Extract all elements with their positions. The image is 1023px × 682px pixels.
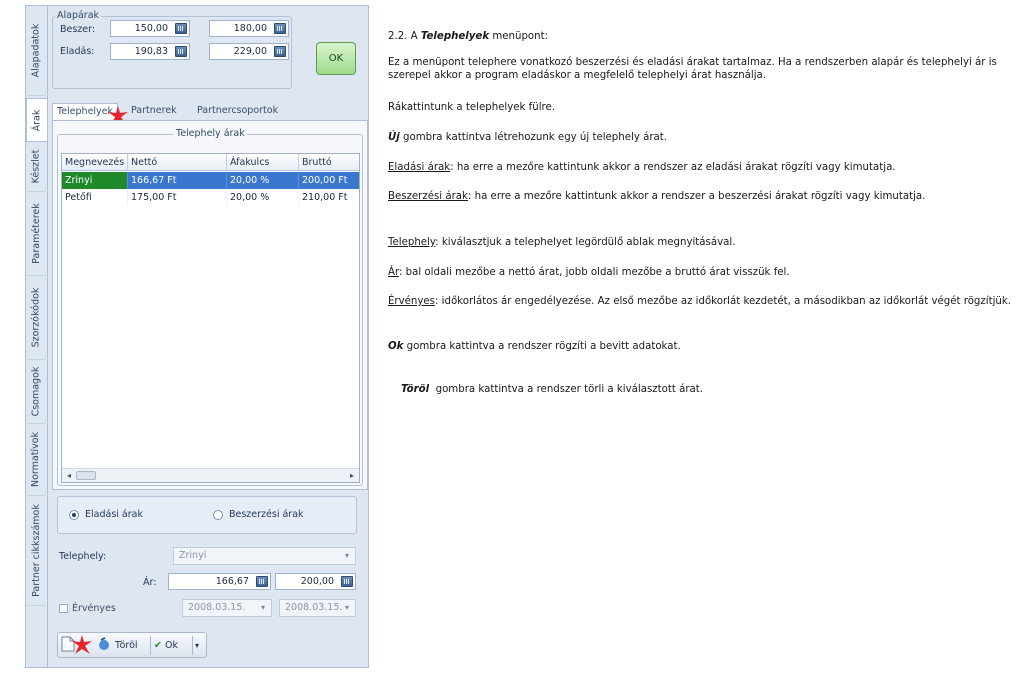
table-row[interactable] — [62, 172, 359, 189]
beszer-gross-value: 180,00 — [233, 23, 267, 34]
telephely-term: Telephely — [388, 237, 436, 248]
ok-desc: gombra kattintva a rendszer rögzíti a bevitt adatokat. — [403, 341, 681, 352]
telephelyek-panel — [52, 120, 368, 490]
beszer-label: Beszer: — [60, 24, 96, 35]
torol-term: Töröl — [400, 384, 430, 395]
heading-bold: Telephelyek — [420, 31, 490, 42]
click-marker-icon — [72, 635, 92, 655]
side-tab-label: Partner cikkszámok — [30, 504, 42, 597]
torol-button[interactable] — [96, 636, 138, 655]
date-to-field[interactable] — [279, 599, 356, 617]
radio-beszerzesi-arak[interactable] — [213, 510, 223, 520]
cell-brutto[interactable]: 210,00 Ft — [299, 189, 360, 206]
site-prices-grid[interactable] — [61, 153, 360, 483]
side-tab-parameterek[interactable] — [26, 192, 46, 276]
checkmark-icon: ✔ — [154, 640, 162, 651]
cell-afakulcs[interactable]: 20,00 % — [227, 189, 299, 206]
calculator-icon[interactable] — [175, 46, 187, 57]
base-prices-ok-button[interactable] — [316, 42, 356, 75]
torol-paragraph — [388, 370, 1013, 409]
side-tab-alapadatok[interactable] — [26, 6, 46, 96]
eladas-net-field[interactable] — [110, 43, 190, 60]
tab-label: Partnerek — [131, 105, 177, 116]
column-header-afakulcs[interactable] — [227, 154, 299, 171]
beszerzesi-term: Beszerzési árak — [388, 191, 468, 202]
eladas-gross-value: 229,00 — [233, 46, 267, 57]
ok-term: Ok — [388, 341, 404, 352]
side-tab-label: Paraméterek — [30, 203, 42, 264]
ar-gross-field[interactable] — [275, 573, 356, 590]
beszerzesi-desc: : ha erre a mezőre kattintunk akkor a rendszer a beszerzési árakat rögzíti vagy kimutatja. — [467, 191, 926, 202]
beszer-gross-field[interactable] — [209, 20, 289, 37]
radio-beszerzesi-label[interactable]: Beszerzési árak — [229, 509, 304, 520]
chevron-down-icon[interactable]: ▾ — [344, 603, 349, 612]
side-tab-keszlet[interactable] — [26, 142, 46, 192]
date-from-field[interactable] — [182, 599, 272, 617]
ar-desc: : bal oldali mezőbe a nettó árat, jobb oldali mezőbe a bruttó árat visszük fel. — [398, 267, 790, 278]
beszer-net-value: 150,00 — [134, 23, 168, 34]
side-tab-label: Készlet — [30, 149, 42, 184]
column-header-label: Megnevezés — [65, 157, 125, 168]
side-tab-label: Árak — [31, 109, 43, 131]
ok-button[interactable] — [154, 636, 178, 655]
side-tab-arak[interactable] — [26, 98, 47, 142]
toolbar-overflow-icon[interactable]: ▾ — [195, 641, 200, 650]
scroll-left-icon[interactable]: ◂ — [66, 471, 71, 480]
eladasi-paragraph — [388, 161, 1013, 174]
beszerzesi-paragraph — [388, 190, 1013, 203]
column-header-brutto[interactable] — [299, 154, 360, 171]
toolbar-separator — [192, 636, 193, 655]
new-button-paragraph — [388, 131, 1013, 144]
beszer-net-field[interactable] — [110, 20, 190, 37]
heading-prefix: 2.2. A — [388, 31, 421, 42]
ar-net-field[interactable] — [168, 573, 271, 590]
cell-afakulcs[interactable]: 20,00 % — [227, 172, 299, 189]
eladas-label: Eladás: — [60, 46, 95, 57]
new-desc: gombra kattintva létrehozunk egy új telephely árat. — [399, 132, 668, 143]
tab-partnercsoportok[interactable] — [193, 103, 282, 121]
ervenyes-paragraph — [388, 295, 1013, 308]
ar-term: Ár — [388, 267, 399, 278]
telephely-select[interactable] — [173, 547, 356, 565]
site-prices-legend: Telephely árak — [176, 128, 245, 139]
base-prices-legend: Alapárak — [57, 10, 100, 21]
side-tab-label: Normatívok — [30, 431, 42, 488]
intro-paragraph: Ez a menüpont telephere vonatkozó beszerzési és eladási árakat tartalmaz. Ha a rendszerben alapár és telephelyi ár is szerepel akkor a program eladáskor a megfelelő telephelyi árat használja. — [388, 57, 997, 81]
column-header-label: Áfakulcs — [230, 157, 270, 168]
price-type-group — [57, 496, 357, 534]
ar-net-value: 166,67 — [215, 576, 249, 587]
tab-click-paragraph: Rákattintunk a telephelyek fülre. — [388, 102, 556, 113]
bottom-toolbar — [57, 632, 207, 658]
ok-label: Ok — [165, 640, 178, 651]
column-header-megnevezes[interactable] — [62, 154, 128, 171]
horizontal-scrollbar[interactable] — [62, 468, 359, 482]
table-row[interactable] — [62, 189, 359, 206]
radio-eladasi-arak[interactable] — [69, 510, 79, 520]
telephely-label: Telephely: — [59, 551, 107, 562]
telephely-paragraph — [388, 236, 1013, 249]
telephely-value: Zrinyi — [179, 550, 207, 561]
delete-icon — [96, 637, 112, 651]
cell-brutto[interactable]: 200,00 Ft — [299, 172, 360, 189]
ervenyes-checkbox[interactable] — [59, 604, 68, 613]
cell-megnevezes[interactable]: Petőfi — [62, 189, 128, 206]
column-header-label: Nettó — [131, 157, 158, 168]
ar-paragraph — [388, 266, 1013, 279]
heading-suffix: menüpont: — [489, 31, 549, 42]
eladas-net-value: 190,83 — [134, 46, 168, 57]
new-term: Új — [388, 132, 400, 143]
calculator-icon[interactable] — [274, 46, 286, 57]
tab-partnerek[interactable] — [127, 103, 181, 121]
tab-label: Partnercsoportok — [197, 105, 279, 116]
date-to-value: 2008.03.15. — [285, 602, 343, 613]
side-tab-label: Alapadatok — [30, 23, 42, 78]
ar-gross-value: 200,00 — [300, 576, 334, 587]
scroll-right-icon[interactable]: ▸ — [349, 471, 354, 480]
section-heading — [388, 30, 1013, 43]
side-tab-csomagok[interactable] — [26, 360, 46, 424]
eladasi-term: Eladási árak — [388, 162, 451, 173]
side-tab-szorzokodok[interactable] — [26, 276, 46, 360]
toolbar-separator — [150, 636, 151, 655]
tab-content — [47, 6, 368, 667]
radio-eladasi-label[interactable]: Eladási árak — [85, 509, 143, 520]
ervenyes-desc: : időkorlátos ár engedélyezése. Az első mezőbe az időkorlát kezdetét, a másodikban az időkorlát végét rögzítjük. — [434, 296, 1011, 307]
calculator-icon[interactable] — [175, 23, 187, 34]
telephely-desc: : kiválasztjuk a telephelyet legördülő ablak megnyitásával. — [435, 237, 736, 248]
side-tab-strip — [26, 6, 47, 667]
eladasi-desc: : ha erre a mezőre kattintunk akkor a rendszer az eladási árakat rögzíti vagy kimutatja. — [450, 162, 896, 173]
scroll-thumb[interactable] — [76, 471, 96, 480]
calculator-icon[interactable] — [274, 23, 286, 34]
ok-paragraph — [388, 340, 1013, 353]
side-tab-normativok[interactable] — [26, 424, 46, 496]
ar-label: Ár: — [143, 577, 157, 588]
column-header-netto[interactable] — [128, 154, 227, 171]
chevron-down-icon[interactable]: ▾ — [260, 603, 265, 612]
cell-netto[interactable]: 175,00 Ft — [128, 189, 227, 206]
date-from-value: 2008.03.15. — [188, 602, 246, 613]
cell-megnevezes[interactable]: Zrinyi — [62, 172, 128, 189]
eladas-gross-field[interactable] — [209, 43, 289, 60]
ervenyes-term: Érvényes — [388, 296, 435, 307]
item-editor-panel — [25, 5, 369, 668]
side-tab-partner-cikkszamok[interactable] — [26, 496, 46, 606]
side-tab-label: Csomagok — [30, 366, 42, 417]
torol-desc: gombra kattintva a rendszer törli a kiválasztott árat. — [429, 384, 703, 395]
tab-label: Telephelyek — [57, 106, 114, 117]
chevron-down-icon[interactable]: ▾ — [344, 551, 349, 560]
column-header-label: Bruttó — [302, 157, 332, 168]
cell-netto[interactable]: 166,67 Ft — [128, 172, 227, 189]
torol-label: Töröl — [115, 640, 138, 651]
calculator-icon[interactable] — [341, 576, 353, 587]
side-tab-label: Szorzókódok — [30, 287, 42, 348]
ervenyes-label[interactable]: Érvényes — [72, 603, 116, 614]
ok-label: OK — [328, 53, 344, 64]
calculator-icon[interactable] — [256, 576, 268, 587]
